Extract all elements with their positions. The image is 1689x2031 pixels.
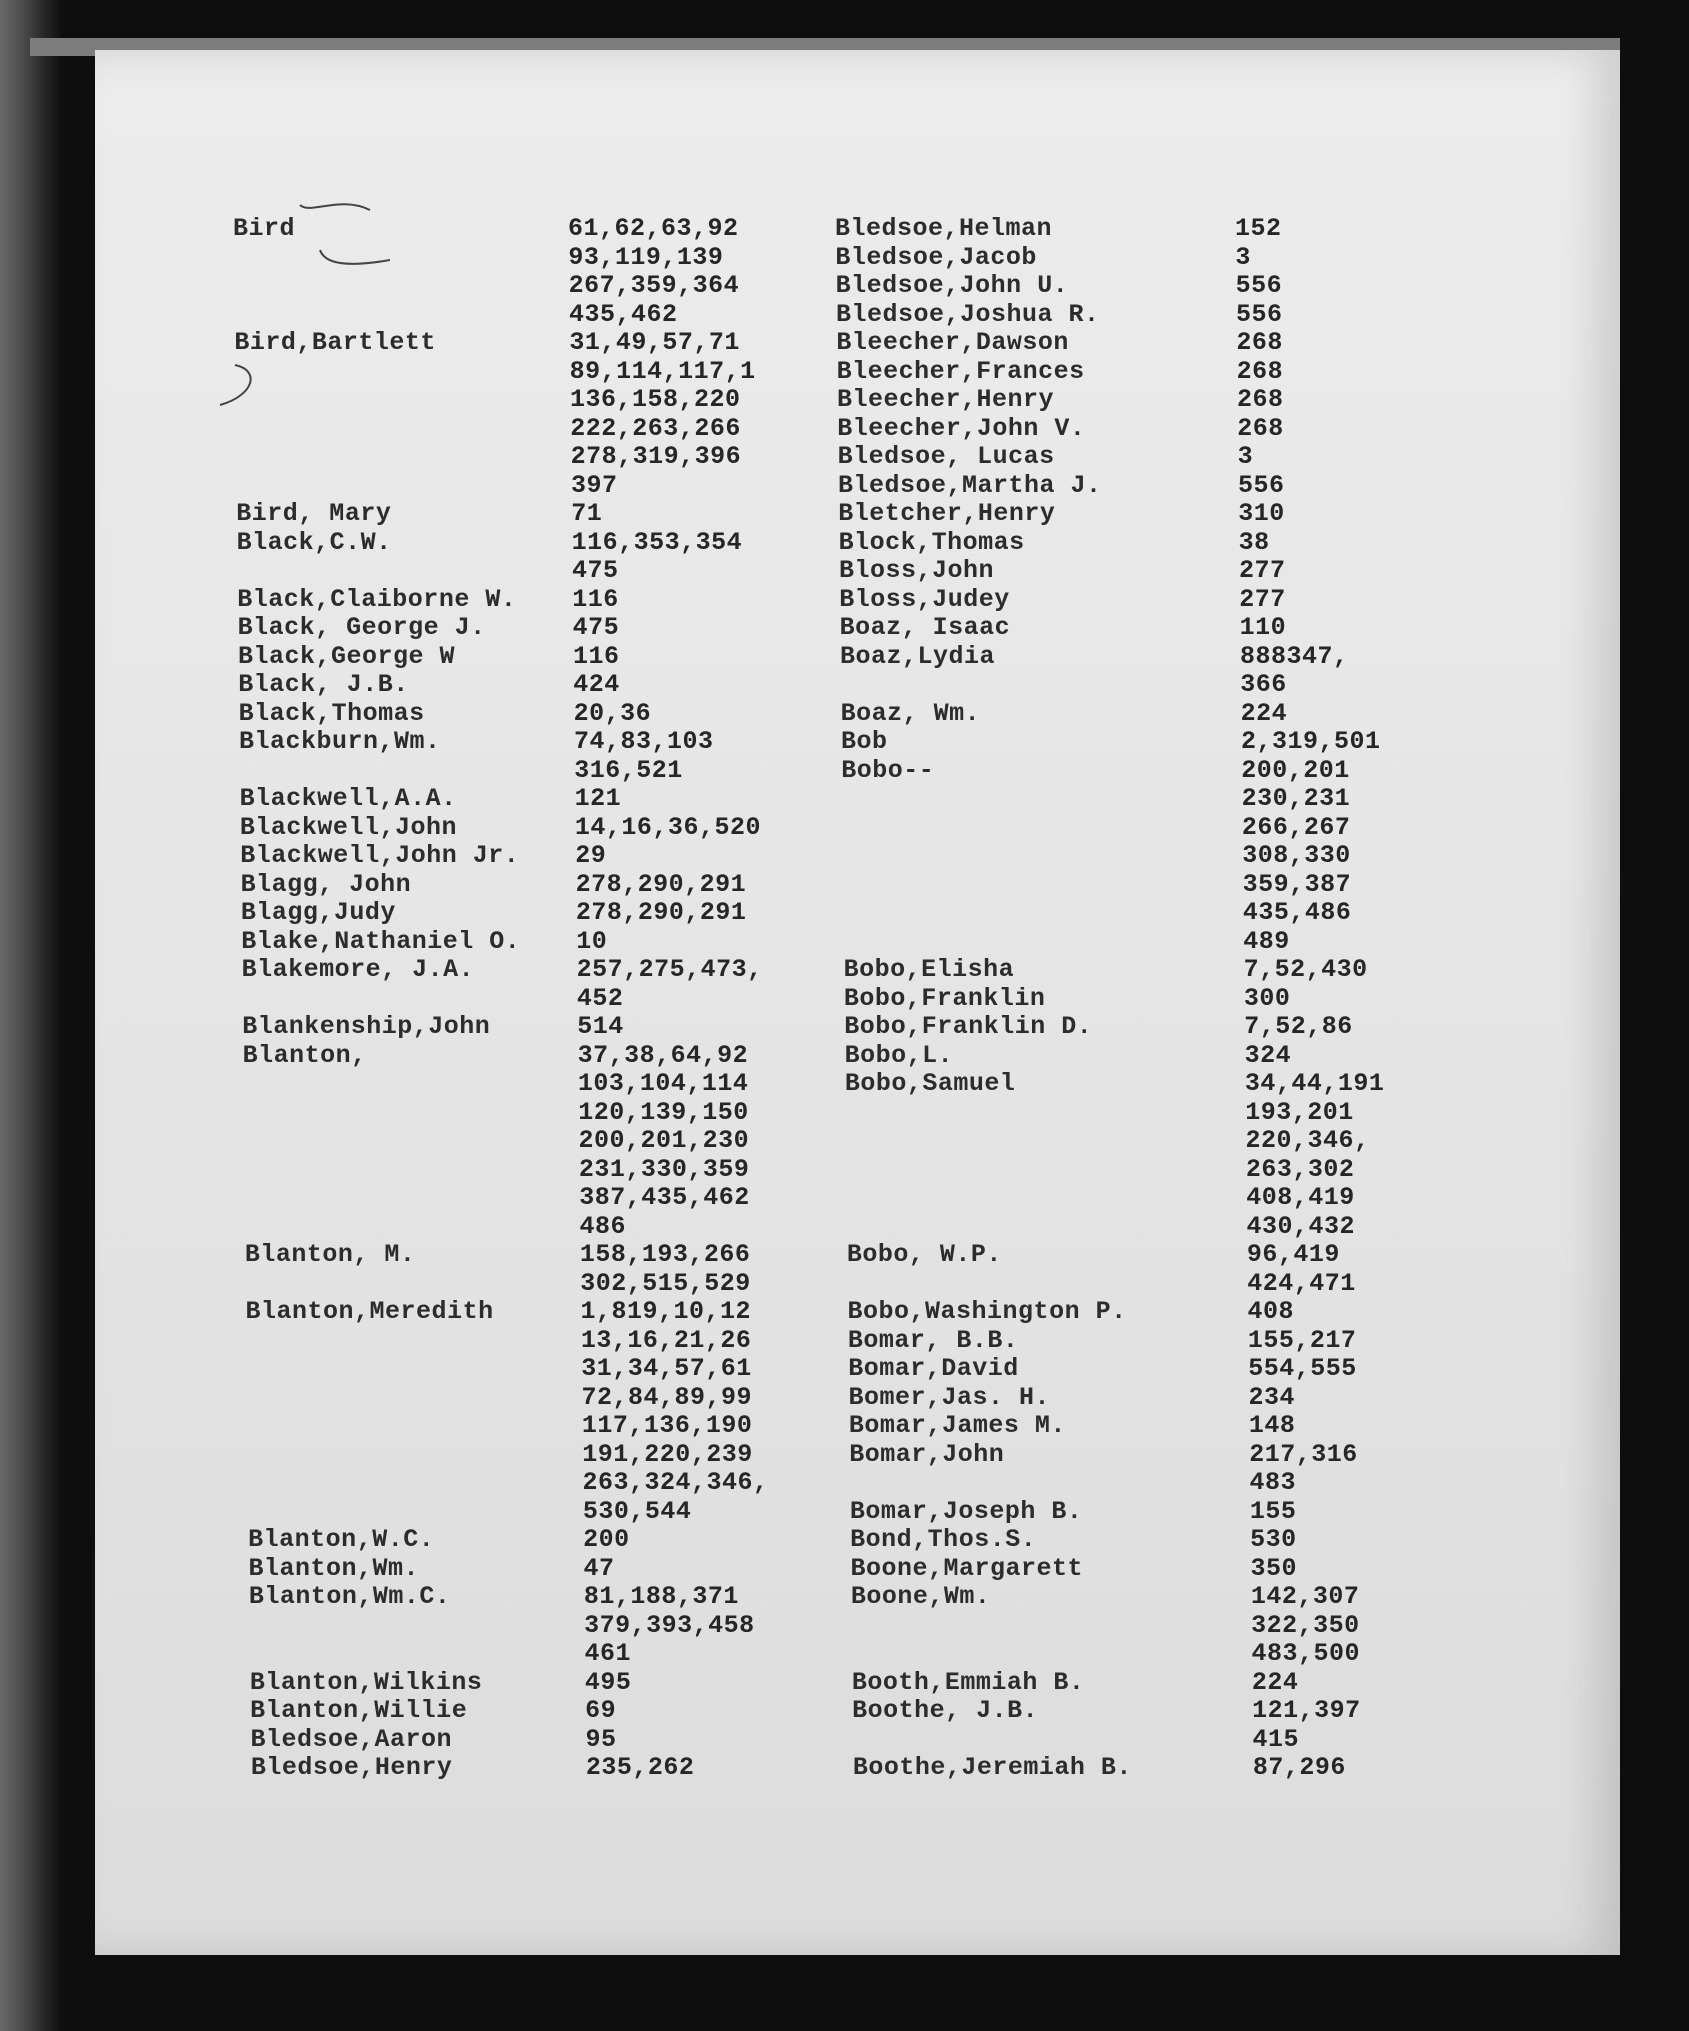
entry-pages: 231,330,359 [578, 1154, 750, 1184]
entry-pages: 61,62,63,92 [568, 214, 739, 243]
entry-pages: 475 [572, 613, 620, 642]
entry-pages: 486 [579, 1211, 627, 1241]
entry-pages: 47 [583, 1553, 615, 1583]
entry-pages: 37,38,64,92 [577, 1040, 749, 1070]
entry-pages: 277 [1239, 584, 1286, 614]
entry-name: Bond,Thos.S. [850, 1525, 1037, 1554]
entry-name: Bird, Mary [236, 499, 392, 528]
entry-pages: 96,419 [1246, 1240, 1340, 1269]
entry-pages: 224 [1251, 1667, 1299, 1697]
entry-pages: 489 [1243, 926, 1290, 956]
entry-name: Blanton, [242, 1040, 367, 1070]
entry-pages: 121 [574, 784, 622, 813]
entry-name: Black,Claiborne W. [237, 584, 517, 614]
entry-pages: 424 [573, 670, 620, 699]
entry-pages: 556 [1235, 299, 1283, 329]
entry-name: Bird [233, 214, 296, 243]
entry-pages: 155 [1249, 1496, 1297, 1526]
entry-pages: 38 [1238, 527, 1270, 557]
entry-pages: 110 [1239, 613, 1287, 642]
entry-pages: 148 [1248, 1411, 1296, 1440]
entry-name: Bomar,James M. [848, 1411, 1066, 1440]
entry-name: Blanton,W.C. [248, 1525, 435, 1554]
entry-name: Black,Thomas [238, 698, 425, 728]
entry-name: Bomer,Jas. H. [848, 1382, 1051, 1412]
entry-pages: 300 [1243, 983, 1291, 1013]
entry-pages: 322,350 [1251, 1610, 1360, 1640]
entry-pages: 316,521 [574, 755, 683, 785]
entry-pages: 324 [1244, 1040, 1292, 1070]
entry-pages: 10 [576, 926, 608, 956]
entry-name: Boothe, J.B. [852, 1696, 1039, 1725]
entry-pages: 278,319,396 [570, 442, 742, 471]
entry-pages: 121,397 [1252, 1696, 1361, 1725]
entry-pages: 200,201 [1241, 755, 1350, 785]
entry-name: Bledsoe,Martha J. [837, 470, 1102, 500]
entry-pages: 483 [1249, 1468, 1297, 1497]
entry-pages: 435,486 [1242, 898, 1352, 927]
entry-pages: 20,36 [573, 698, 652, 728]
entry-name: Bleecher,Dawson [836, 328, 1069, 357]
entry-pages: 136,158,220 [569, 385, 741, 414]
entry-pages: 81,188,371 [583, 1582, 739, 1611]
entry-pages: 222,263,266 [570, 413, 741, 443]
entry-pages: 266,267 [1241, 812, 1351, 842]
entry-name: Bobo,Franklin [843, 983, 1046, 1013]
entry-name: Blanton,Meredith [245, 1297, 494, 1326]
entry-name: Boothe,Jeremiah B. [852, 1753, 1132, 1782]
entry-pages: 155,217 [1247, 1325, 1357, 1355]
entry-pages: 277 [1238, 556, 1286, 585]
entry-pages: 268 [1236, 328, 1283, 357]
entry-pages: 200 [583, 1525, 630, 1554]
entry-pages: 217,316 [1249, 1439, 1358, 1469]
entry-pages: 268 [1236, 385, 1284, 414]
entry-pages: 278,290,291 [575, 869, 747, 899]
entry-pages: 152 [1235, 214, 1282, 243]
entry-name: Blagg, John [240, 869, 412, 899]
entry-name: Booth,Emmiah B. [851, 1667, 1085, 1697]
entry-pages: 3 [1235, 242, 1251, 272]
entry-pages: 3 [1237, 442, 1254, 471]
entry-name: Bobo,L. [844, 1040, 954, 1070]
entry-name: Blanton, M. [244, 1240, 416, 1269]
entry-pages: 302,515,529 [580, 1268, 751, 1298]
entry-pages: 461 [584, 1639, 632, 1668]
entry-pages: 514 [577, 1012, 624, 1041]
entry-pages: 69 [585, 1696, 617, 1725]
left-binding-edge [0, 0, 60, 2031]
entry-pages: 220,346, [1245, 1126, 1370, 1155]
entry-pages: 475 [571, 556, 619, 585]
entry-pages: 435,462 [568, 299, 678, 329]
entry-name: Bob [840, 727, 888, 756]
entry-pages: 14,16,36,520 [574, 812, 761, 842]
entry-name: Boaz, Isaac [839, 613, 1011, 642]
entry-pages: 142,307 [1250, 1582, 1360, 1611]
entry-name: Blanton,Willie [250, 1696, 468, 1725]
entry-pages: 224 [1240, 698, 1288, 728]
entry-pages: 397 [570, 470, 618, 500]
entry-name: Boone,Wm. [850, 1582, 991, 1611]
entry-pages: 483,500 [1251, 1639, 1361, 1668]
entry-pages: 267,359,364 [568, 271, 740, 300]
entry-pages: 408,419 [1246, 1183, 1355, 1212]
entry-name: Black,C.W. [236, 527, 392, 557]
entry-pages: 452 [576, 983, 624, 1013]
entry-pages: 29 [575, 841, 607, 870]
entry-name: Black, J.B. [238, 670, 409, 699]
entry-name: Bleecher,Frances [836, 356, 1085, 386]
entry-pages: 415 [1252, 1724, 1299, 1754]
entry-pages: 430,432 [1246, 1211, 1356, 1241]
entry-pages: 530 [1250, 1525, 1297, 1554]
entry-pages: 556 [1237, 470, 1285, 500]
entry-pages: 34,44,191 [1244, 1069, 1385, 1098]
entry-pages: 556 [1235, 271, 1283, 300]
entry-pages: 117,136,190 [581, 1411, 753, 1440]
entry-name: Blagg,Judy [240, 898, 396, 927]
entry-name: Block,Thomas [838, 527, 1025, 557]
entry-pages: 191,220,239 [582, 1439, 753, 1469]
entry-name: Black,George W [237, 641, 455, 671]
entry-pages: 278,290,291 [575, 898, 747, 927]
entry-pages: 87,296 [1252, 1753, 1346, 1782]
entry-pages: 495 [584, 1667, 632, 1697]
entry-name: Blackwell,John Jr. [240, 841, 520, 870]
entry-name: Bledsoe,Jacob [835, 242, 1037, 272]
entry-pages: 116 [572, 641, 620, 671]
entry-pages: 7,52,430 [1243, 955, 1368, 984]
entry-pages: 193,201 [1245, 1097, 1354, 1127]
entry-pages: 200,201,230 [578, 1126, 750, 1155]
entry-name: Bleecher,John V. [837, 413, 1086, 443]
entry-name: Bloss,John [838, 556, 994, 585]
entry-pages: 103,104,114 [577, 1069, 749, 1098]
entry-name: Blakemore, J.A. [241, 955, 475, 984]
entry-name: Blackburn,Wm. [238, 727, 441, 756]
pencil-mark-bartlett [215, 360, 275, 420]
entry-name: Blankenship,John [242, 1012, 491, 1041]
entry-name: Bobo,Samuel [844, 1069, 1016, 1098]
entry-pages: 263,302 [1245, 1154, 1355, 1184]
entry-name: Bird,Bartlett [234, 328, 436, 357]
entry-name: Bledsoe, Lucas [837, 442, 1055, 471]
entry-pages: 424,471 [1247, 1268, 1356, 1298]
pencil-mark-bird [290, 195, 420, 345]
entry-name: Bobo-- [841, 755, 935, 785]
entry-pages: 530,544 [582, 1496, 692, 1526]
entry-name: Bledsoe,Aaron [250, 1724, 453, 1754]
entry-name: Bleecher,Henry [836, 385, 1055, 414]
entry-name: Boaz,Lydia [839, 641, 995, 671]
entry-name: Blackwell,John [239, 812, 457, 842]
entry-name: Bobo, W.P. [846, 1240, 1002, 1269]
entry-pages: 310 [1238, 499, 1285, 528]
entry-pages: 71 [571, 499, 603, 528]
entry-name: Bomar,John [849, 1439, 1005, 1469]
entry-pages: 13,16,21,26 [580, 1325, 752, 1355]
entry-name: Blanton,Wm. [248, 1553, 420, 1583]
entry-name: Bobo,Washington P. [847, 1297, 1127, 1326]
entry-pages: 257,275,473, [576, 955, 763, 984]
entry-pages: 2,319,501 [1240, 727, 1381, 756]
entry-name: Bledsoe,Henry [250, 1753, 453, 1782]
entry-name: Bobo,Elisha [843, 955, 1015, 984]
entry-pages: 31,49,57,71 [569, 328, 740, 357]
entry-pages: 95 [585, 1724, 617, 1754]
entry-pages: 308,330 [1242, 841, 1351, 870]
entry-pages: 268 [1237, 413, 1284, 443]
entry-name: Bomar,Joseph B. [849, 1496, 1083, 1526]
entry-pages: 1,819,10,12 [580, 1297, 752, 1326]
entry-pages: 359,387 [1242, 869, 1352, 899]
entry-name: Bledsoe,John U. [835, 271, 1069, 300]
entry-pages: 387,435,462 [579, 1183, 750, 1212]
entry-pages: 89,114,117,1 [569, 356, 756, 386]
index-page [95, 50, 1620, 1955]
entry-pages: 116,353,354 [571, 527, 743, 557]
entry-name: Blackwell,A.A. [239, 784, 457, 813]
entry-name: Bomar, B.B. [847, 1325, 1019, 1355]
entry-name: Bloss,Judey [839, 584, 1010, 614]
entry-name: Blanton,Wm.C. [248, 1582, 451, 1611]
entry-pages: 234 [1248, 1382, 1296, 1412]
entry-pages: 408 [1247, 1297, 1295, 1326]
entry-name: Bledsoe,Helman [835, 214, 1053, 243]
entry-name: Bomar,David [848, 1354, 1019, 1383]
entry-name: Black, George J. [237, 613, 486, 642]
entry-pages: 366 [1240, 670, 1287, 699]
entry-pages: 230,231 [1241, 784, 1351, 813]
entry-pages: 93,119,139 [568, 242, 724, 272]
entry-pages: 116 [572, 584, 619, 614]
entry-pages: 263,324,346, [582, 1468, 769, 1497]
entry-pages: 350 [1250, 1553, 1298, 1583]
entry-pages: 235,262 [585, 1753, 695, 1782]
entry-pages: 158,193,266 [579, 1240, 751, 1269]
entry-name: Blake,Nathaniel O. [241, 926, 521, 956]
entry-pages: 120,139,150 [578, 1097, 749, 1127]
entry-pages: 7,52,86 [1244, 1012, 1353, 1041]
entry-name: Blanton,Wilkins [249, 1667, 483, 1697]
entry-name: Bobo,Franklin D. [844, 1012, 1093, 1041]
entry-pages: 268 [1236, 356, 1284, 386]
entry-pages: 554,555 [1248, 1354, 1357, 1383]
entry-pages: 379,393,458 [584, 1610, 755, 1640]
entry-name: Bletcher,Henry [838, 499, 1056, 528]
entry-pages: 31,34,57,61 [581, 1354, 752, 1383]
entry-name: Boaz, Wm. [840, 698, 981, 728]
entry-pages: 888347, [1239, 641, 1349, 671]
entry-pages: 72,84,89,99 [581, 1382, 753, 1412]
entry-pages: 74,83,103 [573, 727, 714, 756]
entry-name: Boone,Margarett [850, 1553, 1084, 1583]
entry-name: Bledsoe,Joshua R. [835, 299, 1100, 329]
